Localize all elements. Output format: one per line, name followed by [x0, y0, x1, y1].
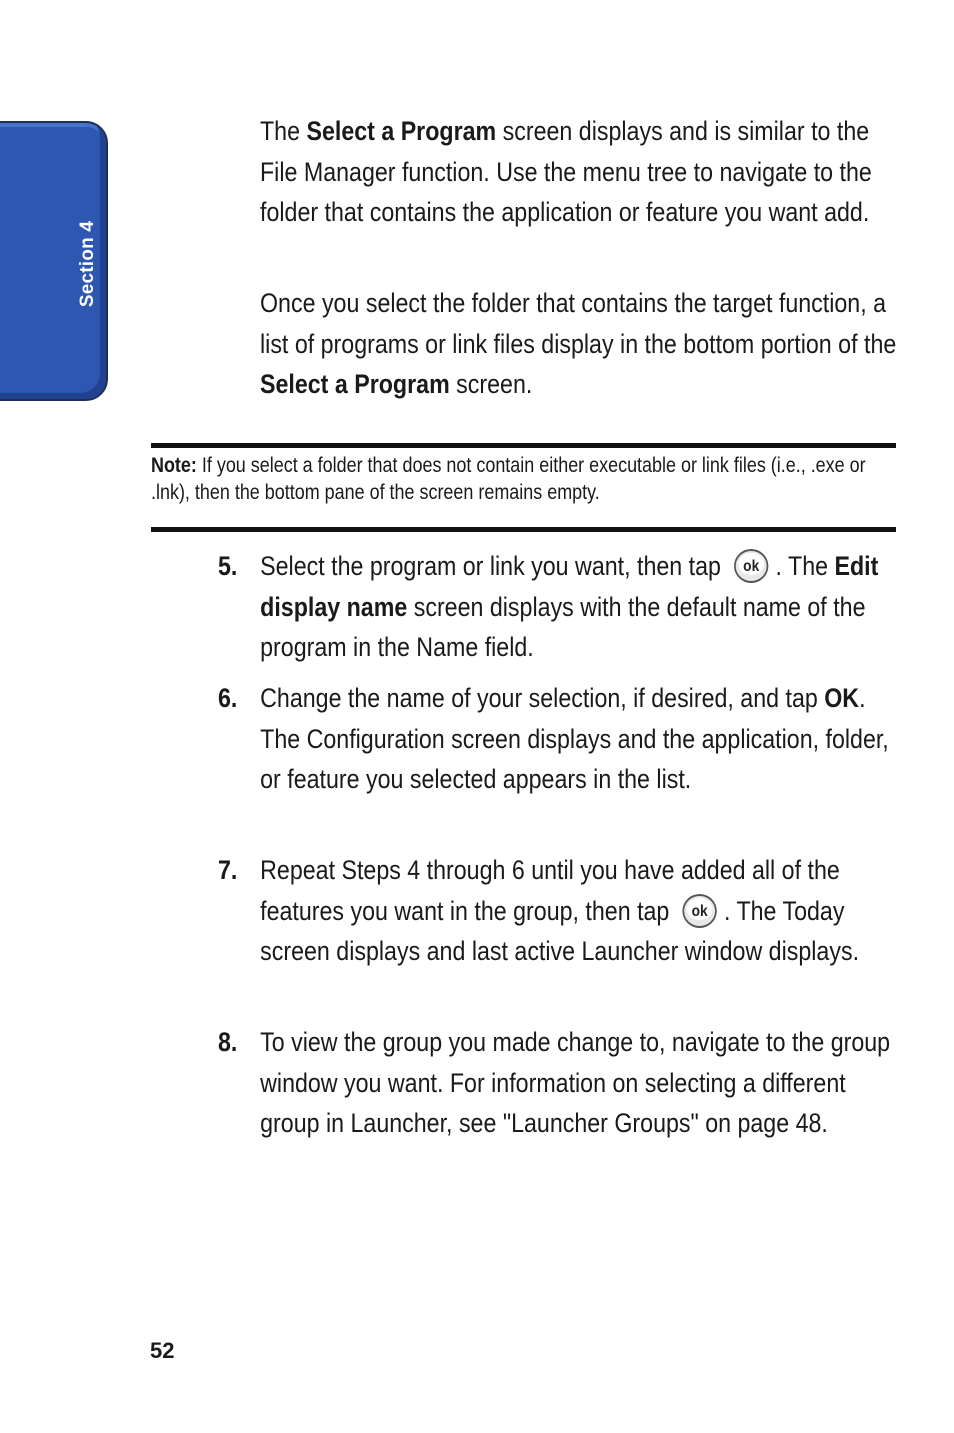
step-text — [260, 850, 902, 972]
step-number: 7. — [218, 855, 238, 885]
intro-paragraph-1 — [260, 111, 900, 233]
ok-button-icon — [681, 892, 719, 930]
step-6-text-1: Change the name of your selection, if desired, and tap — [260, 683, 825, 713]
step-5-text-1: Select the program or link you want, then tap — [260, 551, 728, 581]
intro-p1-text-2: screen displays and is similar to the File Manager function. Use the menu tree to navigate to the folder that contains the application or feature you want add. — [260, 116, 872, 227]
note-block — [151, 452, 897, 506]
intro-p2-text-1: Once you select the folder that contains the target function, a list of programs or link files display in the bottom portion of the — [260, 288, 897, 359]
step-5 — [218, 546, 906, 668]
step-text — [260, 1022, 902, 1144]
step-text — [260, 678, 902, 800]
step-7-text-2: . The Today screen displays and last active Launcher window displays. — [260, 895, 860, 966]
step-6 — [218, 678, 906, 800]
svg-text:ok: ok — [691, 901, 708, 920]
step-6-text-2: . The Configuration screen displays and the application, folder, or feature you selected appears in the list. — [260, 683, 889, 794]
intro-p2-bold: Select a Program — [260, 369, 450, 399]
step-number: 8. — [218, 1027, 238, 1057]
intro-paragraph-2 — [260, 283, 900, 405]
note-text: If you select a folder that does not contain either executable or link files (i.e., .exe or .lnk), then the bottom pane of the screen remains empty. — [151, 454, 866, 504]
ok-button-icon — [733, 547, 771, 585]
step-8 — [218, 1022, 906, 1144]
intro-p2-text-2: screen. — [449, 369, 533, 399]
step-number: 6. — [218, 683, 238, 713]
svg-text:ok: ok — [743, 557, 760, 576]
note-bottom-rule — [151, 527, 896, 532]
step-text — [260, 546, 902, 668]
step-6-bold: OK — [824, 683, 860, 713]
page-number: 52 — [150, 1338, 175, 1363]
step-5-text-3: screen displays with the default name of the program in the Name field. — [260, 591, 866, 662]
step-5-bold: Edit display name — [260, 551, 879, 622]
note-top-rule — [151, 443, 896, 448]
step-8-text-1: To view the group you made change to, navigate to the group window you want. For information on selecting a different group in Launcher, see "Launcher Groups" on page 48. — [260, 1027, 891, 1138]
step-5-text-2: . The — [775, 551, 835, 581]
intro-p1-text-1: The — [260, 116, 307, 146]
note-label: Note: — [151, 454, 197, 477]
step-7-text-1: Repeat Steps 4 through 6 until you have added all of the features you want in the group, then tap — [260, 855, 840, 926]
step-number: 5. — [218, 551, 238, 581]
step-7 — [218, 850, 906, 972]
intro-p1-bold: Select a Program — [306, 116, 497, 146]
section-tab-label: Section 4 — [77, 220, 98, 308]
